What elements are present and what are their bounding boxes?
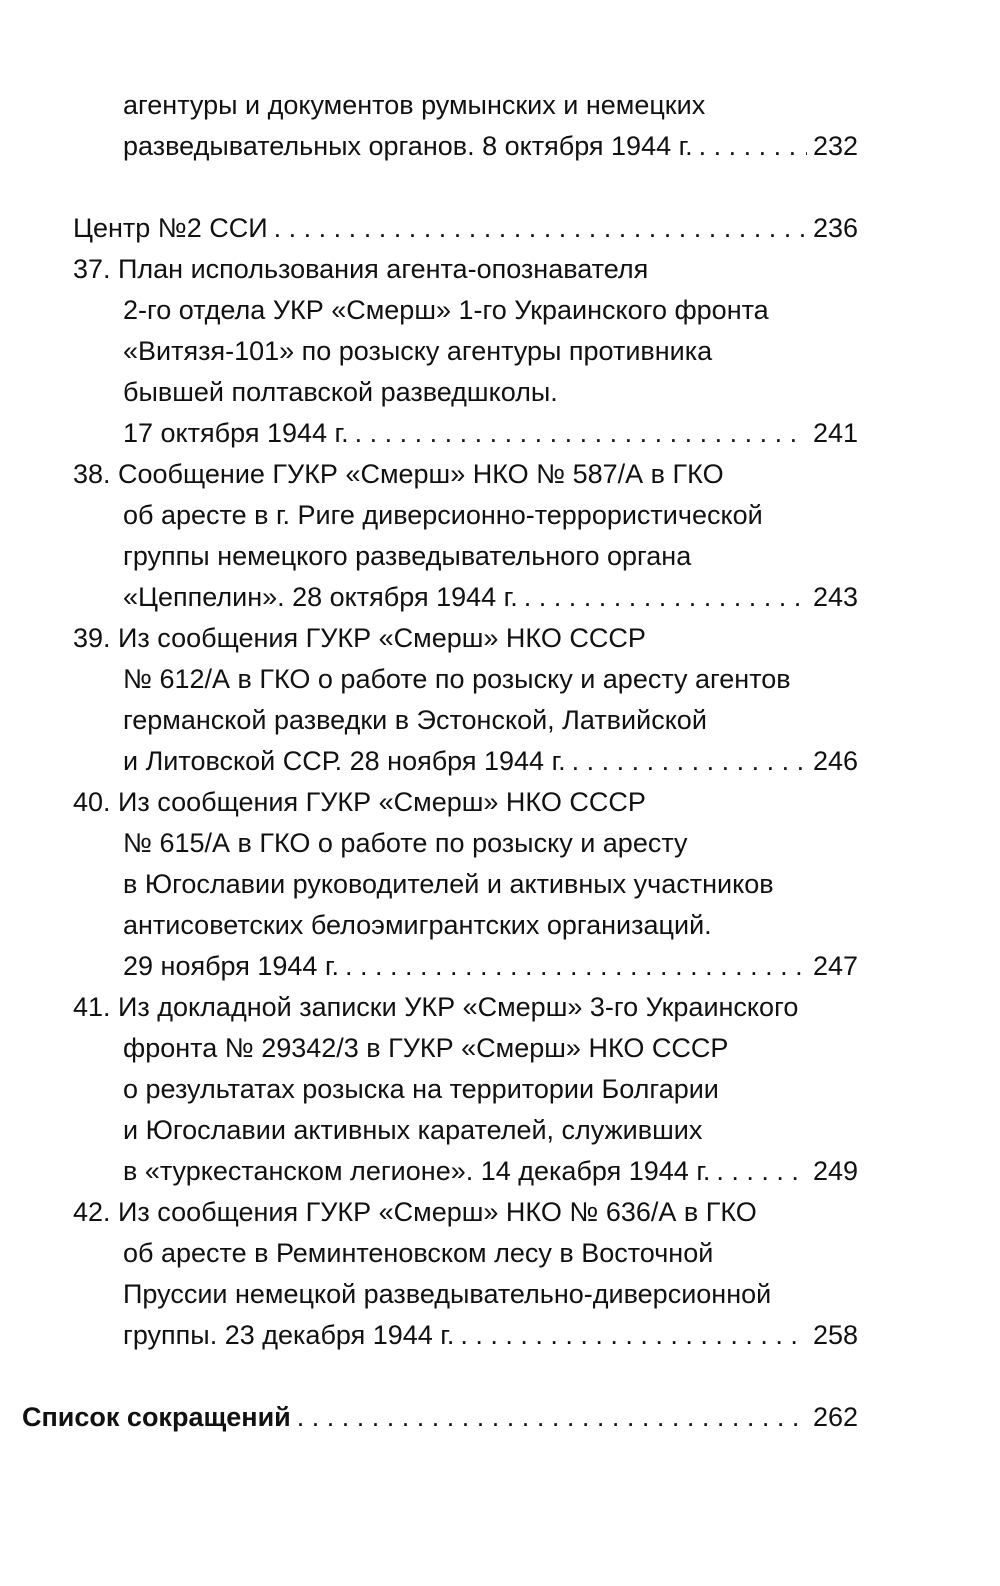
toc-entry-41-line2: фронта № 29342/3 в ГУКР «Смерш» НКО СССР: [123, 1033, 729, 1063]
toc-entry-36-page: 232: [812, 131, 858, 161]
toc-entry-41-number: 41.: [73, 992, 111, 1022]
toc-entry-42-line4: группы. 23 декабря 1944 г.: [123, 1320, 455, 1350]
toc-section-center2[interactable]: [73, 208, 858, 249]
toc-section-center2-title: Центр №2 ССИ: [73, 213, 268, 243]
toc-entry-42-line3: Пруссии немецкой разведывательно-диверсионной: [123, 1279, 772, 1309]
toc-entry-39-number: 39.: [73, 623, 111, 653]
toc-entry-38-number: 38.: [73, 459, 111, 489]
toc-entry-38-leader-line[interactable]: [123, 577, 858, 618]
toc-entry-40-line4: антисоветских белоэмигрантских организаций.: [123, 910, 712, 940]
toc-entry-37-leader-line[interactable]: [123, 413, 858, 454]
toc-entry-40-line2: № 615/А в ГКО о работе по розыску и аресту: [123, 828, 688, 858]
toc-entry-42-page: 258: [812, 1320, 858, 1350]
toc-entry-42-line1: Из сообщения ГУКР «Смерш» НКО № 636/А в ГКО: [118, 1197, 757, 1227]
toc-entry-40-line1: Из сообщения ГУКР «Смерш» НКО СССР: [118, 787, 646, 817]
toc-entry-40-page: 247: [812, 951, 858, 981]
toc-entry-36-line1: агентуры и документов румынских и немецких: [123, 90, 706, 120]
toc-entry-37-line4: бывшей полтавской разведшколы.: [123, 377, 558, 407]
toc-entry-41-leader-line[interactable]: [123, 1151, 858, 1192]
dot-leader: [460, 1315, 807, 1356]
toc-entry-40-number: 40.: [73, 787, 111, 817]
toc-entry-39-line3: германской разведки в Эстонской, Латвийской: [123, 705, 707, 735]
toc-section-center2-page: 236: [812, 213, 858, 243]
toc-entry-40-line3: в Югославии руководителей и активных участников: [123, 869, 774, 899]
toc-entry-41-line3: о результатах розыска на территории Болгарии: [123, 1074, 719, 1104]
toc-entry-41-page: 249: [812, 1156, 858, 1186]
toc-entry-37-number: 37.: [73, 254, 111, 284]
toc-entry-38-page: 243: [812, 582, 858, 612]
toc-entry-41-line1: Из докладной записки УКР «Смерш» 3-го Украинского: [118, 992, 799, 1022]
toc-entry-39-page: 246: [812, 746, 858, 776]
dot-leader: [572, 741, 807, 782]
toc-entry-40-leader-line[interactable]: [123, 946, 858, 987]
toc-entry-37-line5: 17 октября 1944 г.: [123, 418, 349, 448]
toc-abbreviations-title: Список сокращений: [22, 1402, 291, 1432]
dot-leader: [355, 413, 807, 454]
toc-entry-39-line4: и Литовской ССР. 28 ноября 1944 г.: [123, 746, 566, 776]
dot-leader: [524, 577, 807, 618]
dot-leader: [297, 1397, 807, 1438]
toc-entry-36-line2: разведывательных органов. 8 октября 1944 г.: [123, 131, 693, 161]
dot-leader: [699, 126, 807, 167]
toc-entry-39-leader-line[interactable]: [123, 741, 858, 782]
toc-entry-42-number: 42.: [73, 1197, 111, 1227]
toc-entry-38-line2: об аресте в г. Риге диверсионно-террористической: [123, 500, 763, 530]
toc-abbreviations[interactable]: [22, 1397, 858, 1438]
dot-leader: [345, 946, 807, 987]
toc-entry-37-line3: «Витязя-101» по розыску агентуры противника: [123, 336, 713, 366]
toc-entry-41-line5: в «туркестанском легионе». 14 декабря 1944 г.: [123, 1156, 711, 1186]
toc-entry-37-line2: 2-го отдела УКР «Смерш» 1-го Украинского фронта: [123, 295, 769, 325]
toc-entry-38-line1: Сообщение ГУКР «Смерш» НКО № 587/А в ГКО: [118, 459, 724, 489]
toc-entry-37-page: 241: [812, 418, 858, 448]
toc-entry-38-line3: группы немецкого разведывательного органа: [123, 541, 692, 571]
toc-entry-37-line1: План использования агента-опознавателя: [118, 254, 649, 284]
toc-entry-39-line1: Из сообщения ГУКР «Смерш» НКО СССР: [118, 623, 646, 653]
dot-leader: [274, 208, 807, 249]
dot-leader: [716, 1151, 807, 1192]
toc-entry-42-leader-line[interactable]: [123, 1315, 858, 1356]
toc-entry-39-line2: № 612/А в ГКО о работе по розыску и аресту агентов: [123, 664, 791, 694]
toc-entry-42-line2: об аресте в Реминтеновском лесу в Восточной: [123, 1238, 714, 1268]
toc-entry-38-line4: «Цеппелин». 28 октября 1944 г.: [123, 582, 518, 612]
toc-entry-40-line5: 29 ноября 1944 г.: [123, 951, 339, 981]
toc-entry-41-line4: и Югославии активных карателей, служивших: [123, 1115, 703, 1145]
toc-abbreviations-page: 262: [812, 1402, 858, 1432]
toc-entry-36-leader-line[interactable]: [123, 126, 858, 167]
